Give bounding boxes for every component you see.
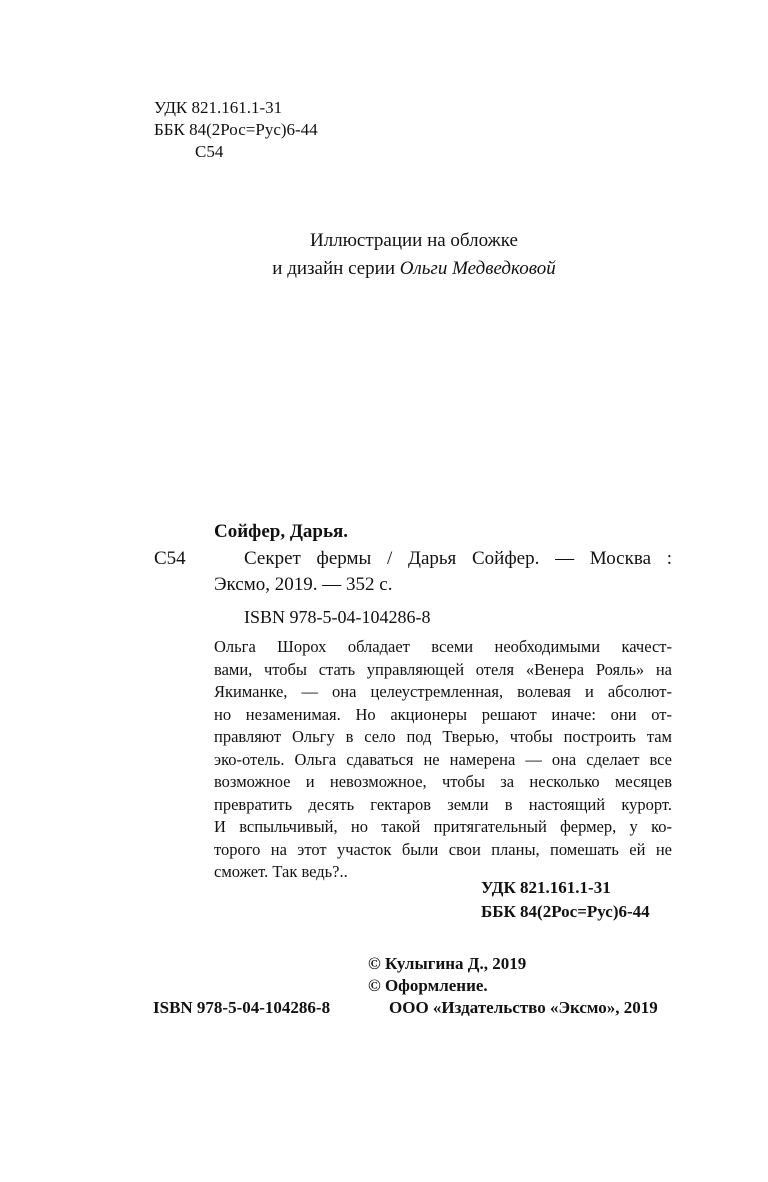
udk-code-bottom: УДК 821.161.1-31 <box>481 878 611 897</box>
annotation-line: Ольга Шорох обладает всеми необходимыми качест- <box>214 637 672 656</box>
designer-name: Ольги Медведковой <box>399 258 556 279</box>
annotation-line: торого на этот участок были свои планы, помешать ей не <box>214 840 672 859</box>
author-heading: Сойфер, Дарья. <box>214 521 349 542</box>
copyright-publisher: ООО «Издательство «Эксмо», 2019 <box>389 998 658 1017</box>
publication-info: Эксмо, 2019. — 352 с. <box>214 574 393 595</box>
annotation-line: эко-отель. Ольга сдаваться не намерена — она сделает все <box>214 750 672 769</box>
bbk-code: ББК 84(2Рос=Рус)6-44 <box>154 120 318 139</box>
entry-author-sign: С54 <box>154 548 186 569</box>
copyright-author: © Кулыгина Д., 2019 <box>368 954 527 973</box>
bbk-code-bottom: ББК 84(2Рос=Рус)6-44 <box>481 902 650 921</box>
author-sign: С54 <box>195 142 224 161</box>
design-credit <box>0 255 768 283</box>
isbn-bottom: ISBN 978-5-04-104286-8 <box>153 998 331 1017</box>
annotation-line: И вспыльчивый, но такой притягательный фермер, у ко- <box>214 817 672 836</box>
title-statement: Секрет фермы / Дарья Сойфер. — Москва : <box>244 548 672 569</box>
annotation-line: Якиманке, — она целеустремленная, волевая и абсолют- <box>214 682 672 701</box>
annotation-line: но незаменимая. Но акционеры решают иначе: они от- <box>214 705 672 724</box>
annotation-line: сможет. Так ведь?.. <box>214 862 348 881</box>
annotation-line: превратить десять гектаров земли в настоящий курорт. <box>214 795 672 814</box>
udk-code: УДК 821.161.1-31 <box>154 98 283 117</box>
design-credit-prefix: и дизайн серии <box>272 258 400 279</box>
annotation-line: правляют Ольгу в село под Тверью, чтобы построить там <box>214 727 672 746</box>
annotation-line: вами, чтобы стать управляющей отеля «Венера Рояль» на <box>214 660 672 679</box>
annotation-line: возможное и невозможное, чтобы за несколько месяцев <box>214 772 672 791</box>
copyright-design: © Оформление. <box>368 976 488 995</box>
illustration-credit: Иллюстрации на обложке <box>310 230 518 251</box>
entry-isbn: ISBN 978-5-04-104286-8 <box>244 607 431 627</box>
